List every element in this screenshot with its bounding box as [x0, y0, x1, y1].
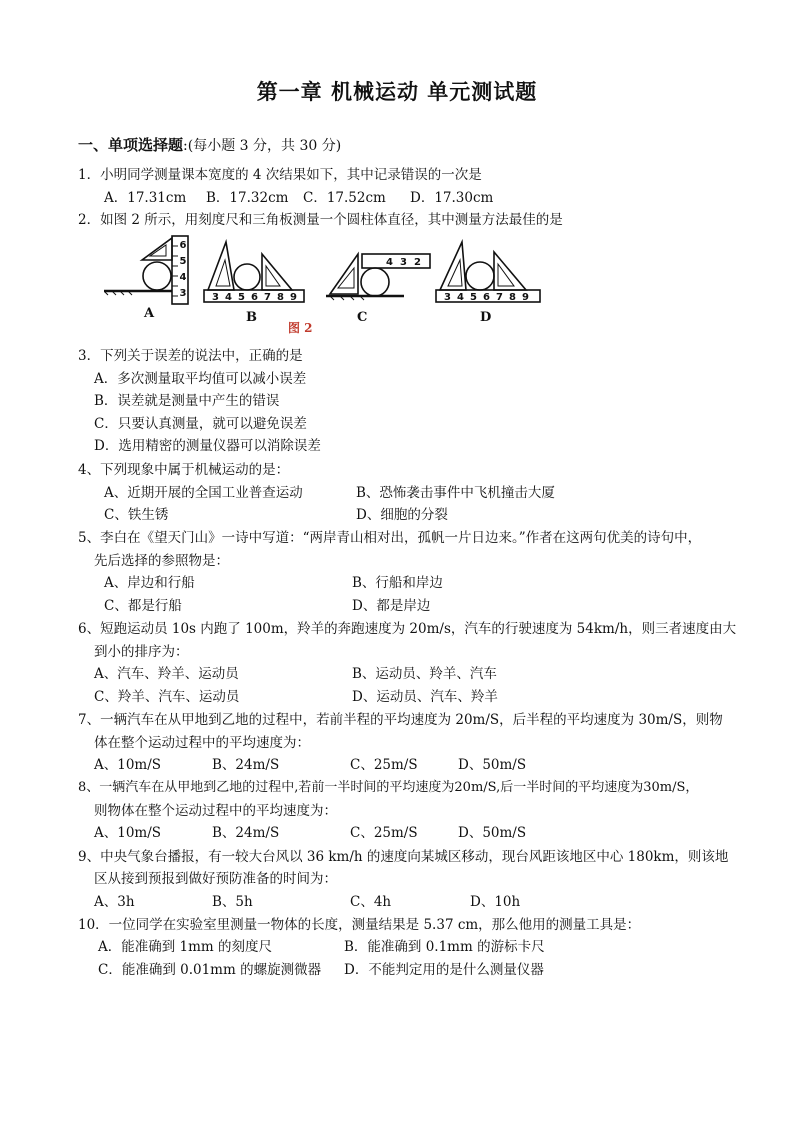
ruler-c-digit: 2 — [414, 257, 421, 268]
ruler-b-digit: 5 — [238, 292, 245, 303]
ruler-b-digit: 4 — [225, 292, 232, 303]
question-8-option-d: D、50m/S — [458, 825, 527, 841]
ruler-b-digit: 8 — [277, 292, 284, 303]
question-5-stem-cont: 先后选择的参照物是： — [94, 553, 229, 569]
question-1-option-d: D．17.30cm — [410, 190, 494, 206]
question-2-stem: 2．如图 2 所示，用刻度尺和三角板测量一个圆柱体直径，其中测量方法最佳的是 — [78, 212, 563, 228]
question-6-option-b: B、运动员、羚羊、汽车 — [352, 666, 497, 682]
question-3-option-c: C．只要认真测量，就可以避免误差 — [94, 416, 307, 432]
question-6-stem: 6、短跑运动员 10s 内跑了 100m，羚羊的奔跑速度为 20m/s，汽车的行驶速度为 54km/h，则三者速度由大 — [78, 621, 737, 637]
question-4-option-a: A、近期开展的全国工业普查运动 — [104, 485, 303, 501]
ruler-d-digit: 5 — [470, 292, 477, 303]
ruler-b-digit: 7 — [264, 292, 271, 303]
question-8-option-c: C、25m/S — [350, 825, 418, 841]
question-10-option-b: B．能准确到 0.1mm 的游标卡尺 — [344, 939, 545, 955]
question-10-option-c: C．能准确到 0.01mm 的螺旋测微器 — [98, 962, 322, 978]
figure-a-drawing — [104, 236, 188, 304]
question-7-option-a: A、10m/S — [94, 757, 162, 773]
ruler-c-digit: 3 — [400, 257, 407, 268]
question-10-option-a: A．能准确到 1mm 的刻度尺 — [98, 939, 273, 955]
question-8-stem: 8、一辆汽车在从甲地到乙地的过程中,若前一半时间的平均速度为20m/S,后一半时间的平均速度为30m/S， — [78, 780, 699, 795]
question-7-option-c: C、25m/S — [350, 757, 418, 773]
question-6-stem-cont: 到小的排序为： — [94, 644, 189, 660]
question-8-option-b: B、24m/S — [212, 825, 280, 841]
question-5-option-a: A、岸边和行船 — [104, 575, 195, 591]
question-9-stem-cont: 区从接到预报到做好预防准备的时间为： — [94, 871, 337, 887]
question-7-stem-cont: 体在整个运动过程中的平均速度为： — [94, 735, 310, 751]
ruler-a-digit: 4 — [179, 272, 187, 283]
figure-2-drawings — [104, 232, 544, 318]
figure-label-d: D — [480, 310, 492, 325]
ruler-d-digit: 8 — [509, 292, 516, 303]
figure-label-a: A — [144, 306, 155, 321]
section-heading-label: 一、单项选择题 — [78, 136, 184, 154]
ruler-b-digit: 9 — [290, 292, 297, 303]
question-5-option-b: B、行船和岸边 — [352, 575, 443, 591]
figure-label-c: C — [357, 310, 368, 325]
question-4-stem: 4、下列现象中属于机械运动的是： — [78, 462, 290, 478]
question-9-option-c: C、4h — [350, 894, 392, 910]
ruler-a-digit: 3 — [179, 288, 187, 299]
question-3-stem: 3．下列关于误差的说法中，正确的是 — [78, 348, 303, 364]
question-10-option-d: D．不能判定用的是什么测量仪器 — [344, 962, 544, 978]
question-9-option-d: D、10h — [470, 894, 521, 910]
ruler-b-digit: 3 — [212, 292, 219, 303]
ruler-d-digit: 7 — [496, 292, 503, 303]
question-9-option-b: B、5h — [212, 894, 253, 910]
question-6-option-c: C、羚羊、汽车、运动员 — [94, 689, 240, 705]
question-5-option-c: C、都是行船 — [104, 598, 182, 614]
question-3-option-b: B．误差就是测量中产生的错误 — [94, 393, 280, 409]
question-9-stem: 9、中央气象台播报，有一较大台风以 36 km/h 的速度向某城区移动，现台风距该地区中心 180km，则该地 — [78, 849, 729, 865]
question-1-stem: 1．小明同学测量课本宽度的 4 次结果如下，其中记录错误的一次是 — [78, 167, 482, 183]
section-heading — [78, 134, 341, 155]
question-9-option-a: A、3h — [94, 894, 135, 910]
ruler-c-digit: 4 — [386, 257, 393, 268]
question-8-stem-cont: 则物体在整个运动过程中的平均速度为： — [94, 803, 337, 819]
figure-label-b: B — [246, 310, 257, 325]
ruler-d-digit: 6 — [483, 292, 490, 303]
ruler-b-digit: 6 — [251, 292, 258, 303]
question-3-option-d: D．选用精密的测量仪器可以消除误差 — [94, 438, 321, 454]
question-5-stem: 5、李白在《望天门山》一诗中写道：“两岸青山相对出，孤帆一片日边来。”作者在这两句优美的诗句中， — [78, 530, 702, 546]
question-4-option-d: D、细胞的分裂 — [356, 507, 448, 523]
question-6-option-a: A、汽车、羚羊、运动员 — [94, 666, 239, 682]
ruler-a-digit: 5 — [179, 256, 187, 267]
ruler-a-digit: 6 — [179, 240, 187, 251]
question-7-stem: 7、一辆汽车在从甲地到乙地的过程中，若前半程的平均速度为 20m/S，后半程的平均速度为 30m/S，则物 — [78, 712, 723, 728]
question-7-option-d: D、50m/S — [458, 757, 527, 773]
question-8-option-a: A、10m/S — [94, 825, 162, 841]
question-1-option-b: B．17.32cm — [206, 190, 289, 206]
question-10-stem: 10．一位同学在实验室里测量一物体的长度，测量结果是 5.37 cm，那么他用的测量工具是： — [78, 917, 641, 933]
question-4-option-b: B、恐怖袭击事件中飞机撞击大厦 — [356, 485, 555, 501]
question-1-option-c: C．17.52cm — [303, 190, 386, 206]
question-7-option-b: B、24m/S — [212, 757, 280, 773]
question-5-option-d: D、都是岸边 — [352, 598, 431, 614]
section-scoring-note: :(每小题 3 分，共 30 分) — [183, 138, 342, 154]
page-title: 第一章 机械运动 单元测试题 — [256, 79, 538, 104]
figure-caption: 图 2 — [288, 321, 313, 335]
figure-2 — [104, 232, 544, 340]
question-6-option-d: D、运动员、汽车、羚羊 — [352, 689, 498, 705]
ruler-d-digit: 9 — [522, 292, 529, 303]
ruler-d-digit: 4 — [457, 292, 464, 303]
question-4-option-c: C、铁生锈 — [104, 507, 169, 523]
question-3-option-a: A．多次测量取平均值可以减小误差 — [94, 371, 307, 387]
ruler-d-digit: 3 — [444, 292, 451, 303]
question-1-option-a: A．17.31cm — [104, 190, 187, 206]
